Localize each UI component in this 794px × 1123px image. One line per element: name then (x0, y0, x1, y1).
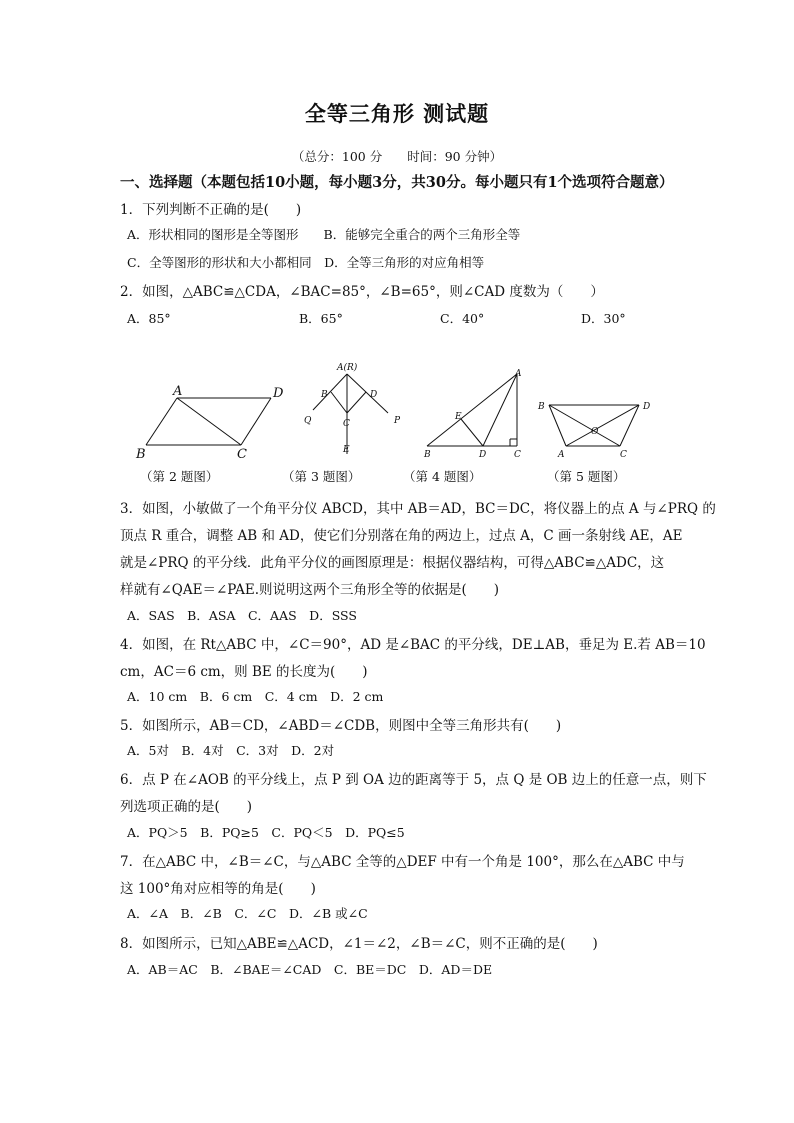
fig2-label-b: B (136, 447, 146, 462)
fig3-label-c: C (343, 419, 350, 429)
fig3-label-p: P (394, 416, 401, 426)
q1-stem: 1．下列判断不正确的是( ) (120, 202, 302, 218)
figures-row (0, 355, 794, 490)
q3-line-2: 顶点 R 重合，调整 AB 和 AD，使它们分别落在角的两边上，过点 A，C 画一条射线 AE，AE (120, 528, 683, 544)
fig5-label-a: A (558, 450, 565, 460)
q4-options: A．10 cm B．6 cm C．4 cm D．2 cm (127, 689, 384, 704)
fig2-label-c: C (237, 447, 247, 462)
q8-options: A．AB＝AC B．∠BAE＝∠CAD C．BE＝DC D．AD＝DE (127, 962, 493, 977)
q3-line-3: 就是∠PRQ 的平分线．此角平分仪的画图原理是：根据仪器结构，可得△ABC≌△ADC，这 (120, 555, 665, 571)
fig2-caption: （第 2 题图） (140, 469, 219, 484)
fig3-label-e: E (343, 445, 350, 455)
q2-option-b: B．65° (299, 311, 343, 326)
fig5-caption: （第 5 题图） (547, 469, 626, 484)
q5-stem: 5．如图所示，AB＝CD，∠ABD＝∠CDB，则图中全等三角形共有( ) (120, 718, 562, 734)
fig3-label-b: B (321, 390, 328, 400)
fig4-right-triangle (427, 374, 517, 446)
fig3-label-d: D (370, 390, 378, 400)
q3-line-4: 样就有∠QAE＝∠PAE.则说明这两个三角形全等的依据是( ) (120, 582, 500, 598)
q6-line-2: 列选项正确的是( ) (120, 799, 253, 815)
q4-line-2: cm，AC＝6 cm，则 BE 的长度为( ) (120, 664, 368, 680)
fig4-label-d: D (479, 450, 487, 460)
q8-stem: 8．如图所示，已知△ABE≌△ACD，∠1＝∠2，∠B＝∠C，则不正确的是( ) (120, 936, 598, 952)
q4-line-1: 4．如图，在 Rt△ABC 中，∠C＝90°，AD 是∠BAC 的平分线，DE⊥AB，垂足为 E.若 AB＝10 (120, 637, 706, 653)
fig4-label-b: B (424, 450, 431, 460)
q2-option-a: A．85° (127, 311, 171, 326)
fig3-label-ar: A(R) (337, 363, 358, 373)
q7-line-2: 这 100°角对应相等的角是( ) (120, 881, 316, 897)
fig4-caption: （第 4 题图） (403, 469, 482, 484)
q5-options: A．5对 B．4对 C．3对 D．2对 (127, 743, 335, 758)
q2-stem: 2．如图，△ABC≌△CDA，∠BAC=85°，∠B=65°，则∠CAD 度数为（ ） (120, 284, 604, 300)
fig3-caption: （第 3 题图） (282, 469, 361, 484)
fig5-trapezoid (549, 405, 639, 446)
fig4-label-a: A (515, 369, 522, 379)
fig5-label-c: C (620, 450, 627, 460)
q2-options (0, 309, 794, 327)
fig3-label-q: Q (304, 416, 312, 426)
q7-line-1: 7．在△ABC 中，∠B＝∠C，与△ABC 全等的△DEF 中有一个角是 100°，那么在△ABC 中与 (120, 854, 685, 870)
section-heading: 一、选择题（本题包括10小题，每小题3分，共30分。每小题只有1个选项符合题意） (120, 174, 674, 191)
fig5-label-b: B (538, 402, 545, 412)
q2-option-c: C．40° (440, 311, 485, 326)
fig5-label-o: O (591, 427, 599, 437)
q1-options-cd: C．全等图形的形状和大小都相同 D．全等三角形的对应角相等 (127, 255, 485, 270)
exam-info: （总分：100 分 时间：90 分钟） (291, 149, 503, 164)
q1-options-ab: A．形状相同的图形是全等图形 B．能够完全重合的两个三角形全等 (127, 227, 521, 242)
fig3-angle-bisector (313, 374, 388, 454)
fig2-parallelogram (146, 398, 271, 445)
fig2-label-a: A (173, 384, 183, 399)
fig5-label-d: D (643, 402, 651, 412)
q6-line-1: 6．点 P 在∠AOB 的平分线上，点 P 到 OA 边的距离等于 5，点 Q 是 OB 边上的任意一点，则下 (120, 772, 707, 788)
fig4-label-e: E (455, 412, 462, 422)
q3-line-1: 3．如图，小敏做了一个角平分仪 ABCD，其中 AB＝AD，BC＝DC，将仪器上的点 A 与∠PRQ 的 (120, 501, 716, 517)
q3-options: A．SAS B．ASA C．AAS D．SSS (127, 608, 357, 623)
fig2-label-d: D (273, 386, 284, 401)
q2-option-d: D．30° (581, 311, 626, 326)
q6-options: A．PQ＞5 B．PQ≥5 C．PQ＜5 D．PQ≤5 (127, 825, 405, 840)
q7-options: A．∠A B．∠B C．∠C D．∠B 或∠C (127, 906, 368, 921)
page-title: 全等三角形 测试题 (304, 101, 490, 126)
fig4-label-c: C (514, 450, 521, 460)
